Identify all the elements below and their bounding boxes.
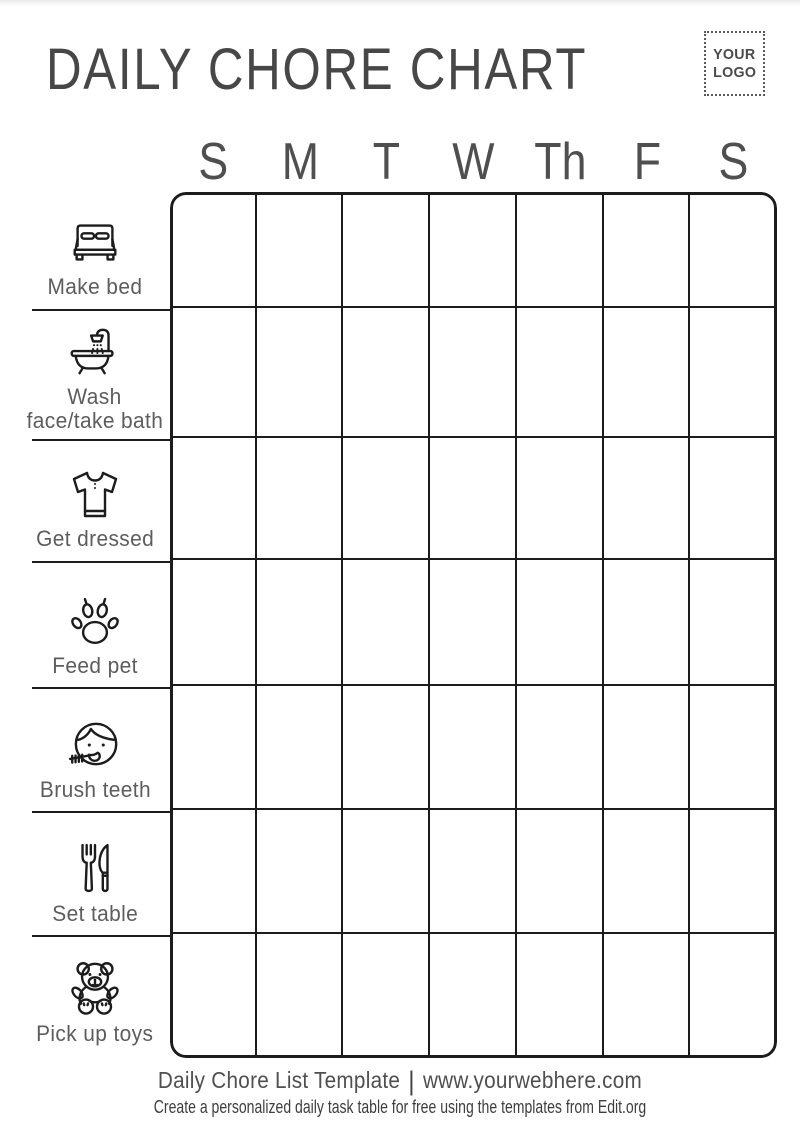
grid-cell[interactable] [517, 934, 604, 1058]
day-header-sunday: S [198, 133, 229, 191]
chore-label: Get dressed [35, 525, 155, 551]
grid-cell[interactable] [604, 308, 691, 438]
grid-cell[interactable] [690, 192, 777, 308]
grid-cell[interactable] [517, 810, 604, 934]
grid-cell[interactable] [257, 934, 344, 1058]
grid-cell[interactable] [517, 686, 604, 810]
chore-row-brush-teeth [20, 688, 170, 812]
cutlery-icon [71, 843, 119, 895]
page-title: DAILY CHORE CHART [46, 37, 588, 102]
grid-cell[interactable] [604, 560, 691, 686]
grid-cell[interactable] [343, 686, 430, 810]
grid-cell[interactable] [430, 810, 517, 934]
chore-row-wash-face [20, 310, 170, 440]
grid-cell[interactable] [690, 438, 777, 560]
grid-cell[interactable] [257, 686, 344, 810]
grid-cell[interactable] [257, 192, 344, 308]
shirt-icon [68, 470, 122, 520]
grid-cell[interactable] [517, 308, 604, 438]
grid-cell[interactable] [170, 560, 257, 686]
logo-line2: LOGO [712, 63, 757, 81]
chore-label-column [20, 192, 170, 1058]
chore-label: Feed pet [52, 652, 138, 678]
grid-cell[interactable] [170, 810, 257, 934]
day-header-monday: M [281, 133, 319, 191]
bathtub-icon [66, 326, 124, 378]
grid-cell[interactable] [430, 308, 517, 438]
grid-cell[interactable] [604, 810, 691, 934]
day-header-wednesday: W [452, 133, 495, 191]
day-header-row [170, 132, 777, 191]
grid-cell[interactable] [170, 686, 257, 810]
logo-placeholder[interactable] [704, 31, 765, 96]
chore-label: Make bed [47, 273, 143, 299]
chore-label: Set table [52, 900, 138, 926]
chore-label: face/take bath [26, 407, 164, 433]
grid-cell[interactable] [604, 934, 691, 1058]
day-header-friday: F [633, 133, 661, 191]
toothbrush-icon [65, 719, 125, 771]
grid-cell[interactable] [690, 308, 777, 438]
grid-cell[interactable] [690, 560, 777, 686]
chore-row-feed-pet [20, 562, 170, 688]
grid-cell[interactable] [604, 686, 691, 810]
grid-cell[interactable] [690, 686, 777, 810]
grid-cell[interactable] [430, 686, 517, 810]
grid-cell[interactable] [343, 560, 430, 686]
grid-cell[interactable] [430, 934, 517, 1058]
grid-cell[interactable] [343, 934, 430, 1058]
chore-row-pick-up-toys [20, 936, 170, 1058]
chore-grid [170, 192, 777, 1058]
day-header-thursday: Th [534, 133, 587, 191]
grid-cell[interactable] [430, 438, 517, 560]
grid-cell[interactable] [170, 934, 257, 1058]
footer-description: Create a personalized daily task table for free using the templates from Edit.org [153, 1097, 647, 1117]
grid-cell[interactable] [430, 560, 517, 686]
grid-cell[interactable] [257, 810, 344, 934]
chore-label: Brush teeth [39, 776, 151, 802]
grid-cell[interactable] [170, 192, 257, 308]
grid-cell[interactable] [517, 560, 604, 686]
grid-cell[interactable] [257, 560, 344, 686]
footer-credit-line [40, 1066, 760, 1097]
bed-icon [66, 218, 124, 268]
chore-label: Wash [67, 383, 123, 409]
grid-cell[interactable] [690, 810, 777, 934]
chore-row-make-bed [20, 192, 170, 310]
chore-row-get-dressed [20, 440, 170, 562]
grid-cell[interactable] [690, 934, 777, 1058]
grid-cell[interactable] [604, 192, 691, 308]
grid-cell[interactable] [170, 438, 257, 560]
grid-cell[interactable] [343, 438, 430, 560]
chore-label: Pick up toys [36, 1020, 154, 1046]
grid-cell[interactable] [343, 810, 430, 934]
day-header-saturday: S [718, 133, 749, 191]
grid-cell[interactable] [343, 192, 430, 308]
grid-cell[interactable] [517, 192, 604, 308]
grid-cell[interactable] [430, 192, 517, 308]
chore-row-set-table [20, 812, 170, 936]
grid-cell[interactable] [517, 438, 604, 560]
logo-placeholder-text [713, 46, 756, 81]
grid-cell[interactable] [604, 438, 691, 560]
paw-icon [66, 593, 124, 647]
footer-template-name: Daily Chore List Template [157, 1067, 401, 1093]
footer-separator: | [408, 1066, 415, 1096]
grid-cell[interactable] [343, 308, 430, 438]
footer-website: www.yourwebhere.com [422, 1067, 643, 1093]
chore-grid-cells [170, 192, 777, 1058]
logo-line1: YOUR [712, 46, 756, 64]
grid-cell[interactable] [170, 308, 257, 438]
day-header-tuesday: T [373, 133, 401, 191]
grid-cell[interactable] [257, 308, 344, 438]
teddy-bear-icon [65, 961, 125, 1015]
grid-cell[interactable] [257, 438, 344, 560]
